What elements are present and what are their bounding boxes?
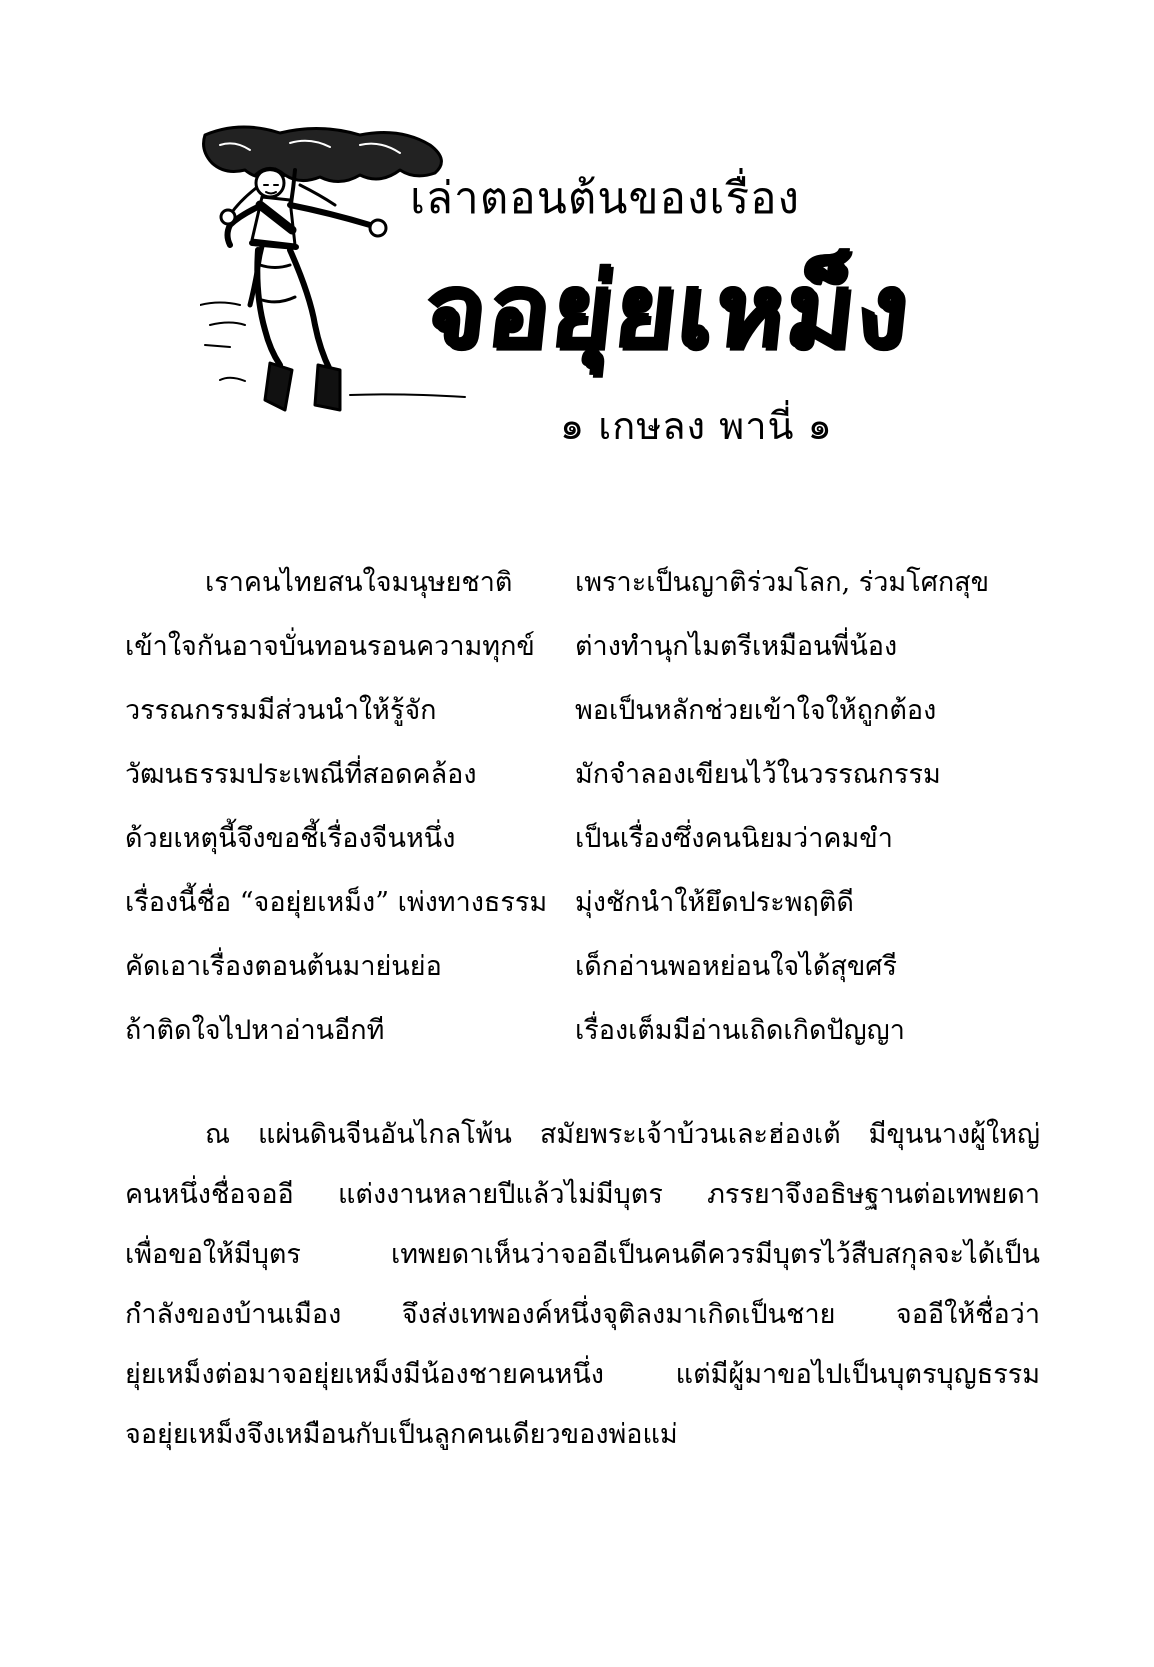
poem-line-left: เรื่องนี้ชื่อ “จอยุ่ยเหม็ง” เพ่งทางธรรม bbox=[125, 887, 548, 918]
prose-line: เพื่อขอให้มีบุตร เทพยดาเห็นว่าจออีเป็นคนดีควรมีบุตรไว้สืบสกุลจะได้เป็น bbox=[125, 1239, 1040, 1270]
poem-line-left: คัดเอาเรื่องตอนต้นมาย่นย่อ bbox=[125, 951, 442, 982]
poem-line-right: มุ่งชักนำให้ยึดประพฤติดี bbox=[575, 887, 854, 918]
poem-line bbox=[125, 560, 1045, 624]
poem-line bbox=[125, 1008, 1045, 1072]
poem-line bbox=[125, 816, 1045, 880]
poem-line bbox=[125, 624, 1045, 688]
poem-line bbox=[125, 688, 1045, 752]
poem-line-right: มักจำลองเขียนไว้ในวรรณกรรม bbox=[575, 759, 941, 790]
title-header bbox=[200, 125, 960, 460]
poem-stanza bbox=[125, 560, 1045, 1072]
poem-line-left: เราคนไทยสนใจมนุษยชาติ bbox=[205, 567, 513, 598]
poem-line-left: วรรณกรรมมีส่วนนำให้รู้จัก bbox=[125, 695, 437, 726]
poem-line-right: เด็กอ่านพอหย่อนใจได้สุขศรี bbox=[575, 951, 897, 982]
prose-paragraph bbox=[125, 1112, 1040, 1472]
poem-line-left: วัฒนธรรมประเพณีที่สอดคล้อง bbox=[125, 759, 477, 790]
poem-line-left: ถ้าติดใจไปหาอ่านอีกที bbox=[125, 1015, 385, 1046]
poem-line-right: เป็นเรื่องซึ่งคนนิยมว่าคมขำ bbox=[575, 823, 893, 854]
poem-line-right: เพราะเป็นญาติร่วมโลก, ร่วมโศกสุข bbox=[575, 567, 990, 598]
prose-line: จอยุ่ยเหม็งจึงเหมือนกับเป็นลูกคนเดียวของพ่อแม่ bbox=[125, 1419, 678, 1450]
prose-line: กำลังของบ้านเมือง จึงส่งเทพองค์หนึ่งจุติลงมาเกิดเป็นชาย จออีให้ชื่อว่า bbox=[125, 1299, 1040, 1330]
poem-line-left: ด้วยเหตุนี้จึงขอชี้เรื่องจีนหนึ่ง bbox=[125, 823, 456, 854]
story-subtitle: เล่าตอนต้นของเรื่อง bbox=[410, 173, 801, 224]
prose-line: คนหนึ่งชื่อจออี แต่งงานหลายปีแล้วไม่มีบุตร ภรรยาจึงอธิษฐานต่อเทพยดา bbox=[125, 1179, 1040, 1210]
poem-line-right: พอเป็นหลักช่วยเข้าใจให้ถูกต้อง bbox=[575, 695, 937, 726]
prose-line: ยุ่ยเหม็งต่อมาจอยุ่ยเหม็งมีน้องชายคนหนึ่ง แต่มีผู้มาขอไปเป็นบุตรบุญธรรม bbox=[125, 1359, 1040, 1390]
author-credit: ๑ เกษลง พานี่ ๑ bbox=[560, 404, 833, 448]
prose-line: ณ แผ่นดินจีนอันไกลโพ้น สมัยพระเจ้าบ้วนเละฮ่องเต้ มีขุนนางผู้ใหญ่ bbox=[205, 1119, 1040, 1150]
poem-line-right: เรื่องเต็มมีอ่านเถิดเกิดปัญญา bbox=[575, 1015, 905, 1046]
poem-line bbox=[125, 880, 1045, 944]
poem-line-right: ต่างทำนุกไมตรีเหมือนพี่น้อง bbox=[575, 631, 898, 662]
story-title: จอยุ่ยเหม็ง bbox=[418, 249, 917, 371]
poem-line bbox=[125, 752, 1045, 816]
poem-line bbox=[125, 944, 1045, 1008]
poem-line-left: เข้าใจกันอาจบั่นทอนรอนความทุกข์ bbox=[125, 631, 535, 662]
